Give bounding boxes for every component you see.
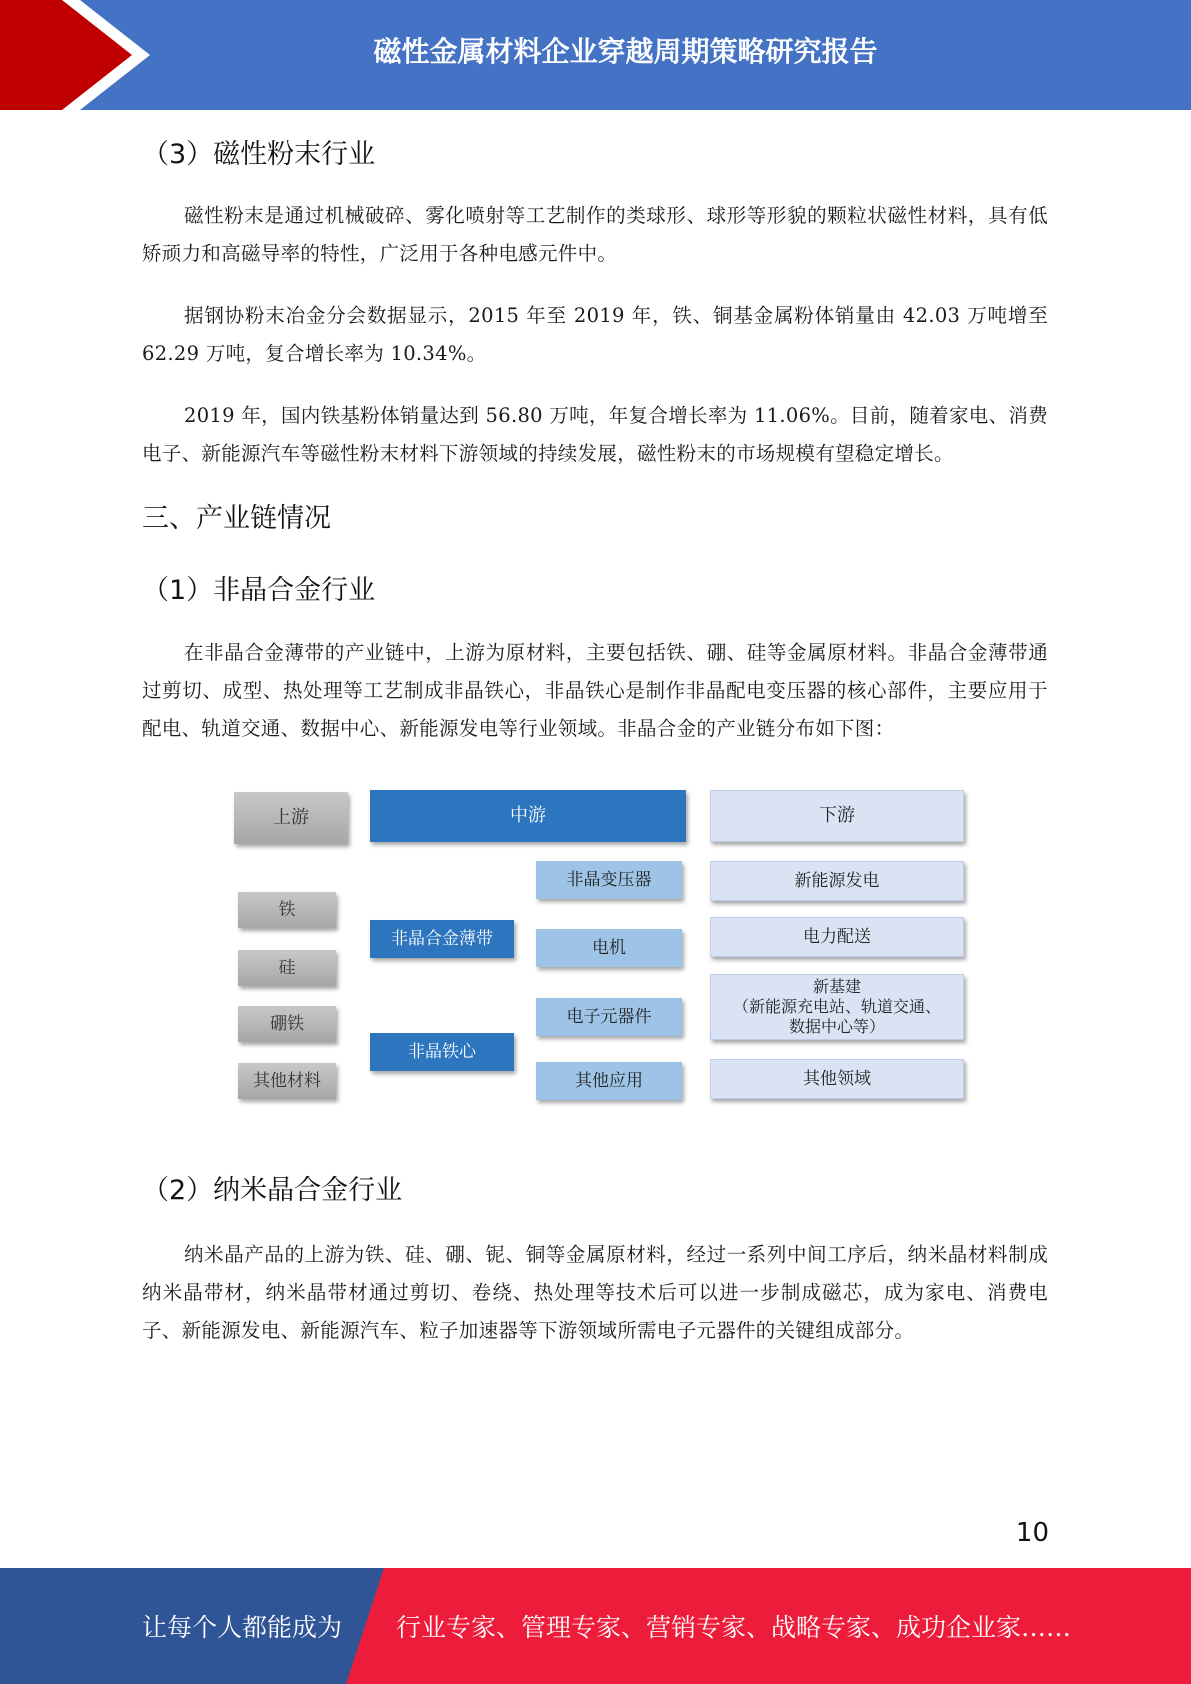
downstream-item: 其他领域: [710, 1059, 964, 1099]
mid-product: 其他应用: [536, 1062, 682, 1100]
section-heading-industry-chain: 三、产业链情况: [142, 503, 331, 534]
mid-material: 非晶合金薄带: [370, 920, 514, 958]
footer-slogan-left: 让每个人都能成为: [142, 1613, 343, 1642]
mid-product: 非晶变压器: [536, 861, 682, 899]
mid-material: 非晶铁心: [370, 1033, 514, 1071]
page-header: [0, 0, 1191, 110]
upstream-item: 铁: [238, 892, 336, 928]
footer-slogan-right: 行业专家、管理专家、营销专家、战略专家、成功企业家……: [396, 1613, 1072, 1642]
downstream-header: 下游: [710, 790, 964, 842]
report-title: 磁性金属材料企业穿越周期策略研究报告: [373, 35, 878, 68]
midstream-header: 中游: [370, 790, 686, 842]
section-heading-amorphous-alloy: （1）非晶合金行业: [142, 575, 376, 606]
paragraph-powder-outlook: 2019 年，国内铁基粉体销量达到 56.80 万吨，年复合增长率为 11.06%。目前，随着家电、消费电子、新能源汽车等磁性粉末材料下游领域的持续发展，磁性粉末的市场规模有望稳定增长。: [142, 404, 1048, 465]
upstream-header: 上游: [234, 792, 348, 844]
section-heading-nanocrystalline-alloy: （2）纳米晶合金行业: [142, 1175, 403, 1206]
downstream-item: 电力配送: [710, 917, 964, 957]
upstream-item: 其他材料: [238, 1063, 336, 1099]
paragraph-powder-sales: 据钢协粉末冶金分会数据显示，2015 年至 2019 年，铁、铜基金属粉体销量由 42.03 万吨增至 62.29 万吨，复合增长率为 10.34%。: [142, 304, 1048, 365]
downstream-item: 新能源发电: [710, 861, 964, 901]
paragraph-nanocrystalline: 纳米晶产品的上游为铁、硅、硼、铌、铜等金属原材料，经过一系列中间工序后，纳米晶材料制成纳米晶带材，纳米晶带材通过剪切、卷绕、热处理等技术后可以进一步制成磁芯，成为家电、消费电子、新能源发电、新能源汽车、粒子加速器等下游领域所需电子元器件的关键组成部分。: [142, 1243, 1048, 1342]
upstream-item: 硼铁: [238, 1006, 336, 1042]
page-footer: [0, 1568, 1191, 1684]
paragraph-amorphous-chain: 在非晶合金薄带的产业链中，上游为原材料，主要包括铁、硼、硅等金属原材料。非晶合金薄带通过剪切、成型、热处理等工艺制成非晶铁心，非晶铁心是制作非晶配电变压器的核心部件，主要应用于配电、轨道交通、数据中心、新能源发电等行业领域。非晶合金的产业链分布如下图：: [142, 641, 1048, 740]
paragraph-powder-definition: 磁性粉末是通过机械破碎、雾化喷射等工艺制作的类球形、球形等形貌的颗粒状磁性材料，具有低矫顽力和高磁导率的特性，广泛用于各种电感元件中。: [142, 204, 1048, 265]
upstream-item: 硅: [238, 950, 336, 986]
section-heading-magnetic-powder: （3）磁性粉末行业: [142, 139, 376, 170]
downstream-item: 新基建 （新能源充电站、轨道交通、 数据中心等）: [710, 974, 964, 1040]
mid-product: 电机: [536, 929, 682, 967]
mid-product: 电子元器件: [536, 998, 682, 1036]
page-number: 10: [1015, 1518, 1049, 1548]
